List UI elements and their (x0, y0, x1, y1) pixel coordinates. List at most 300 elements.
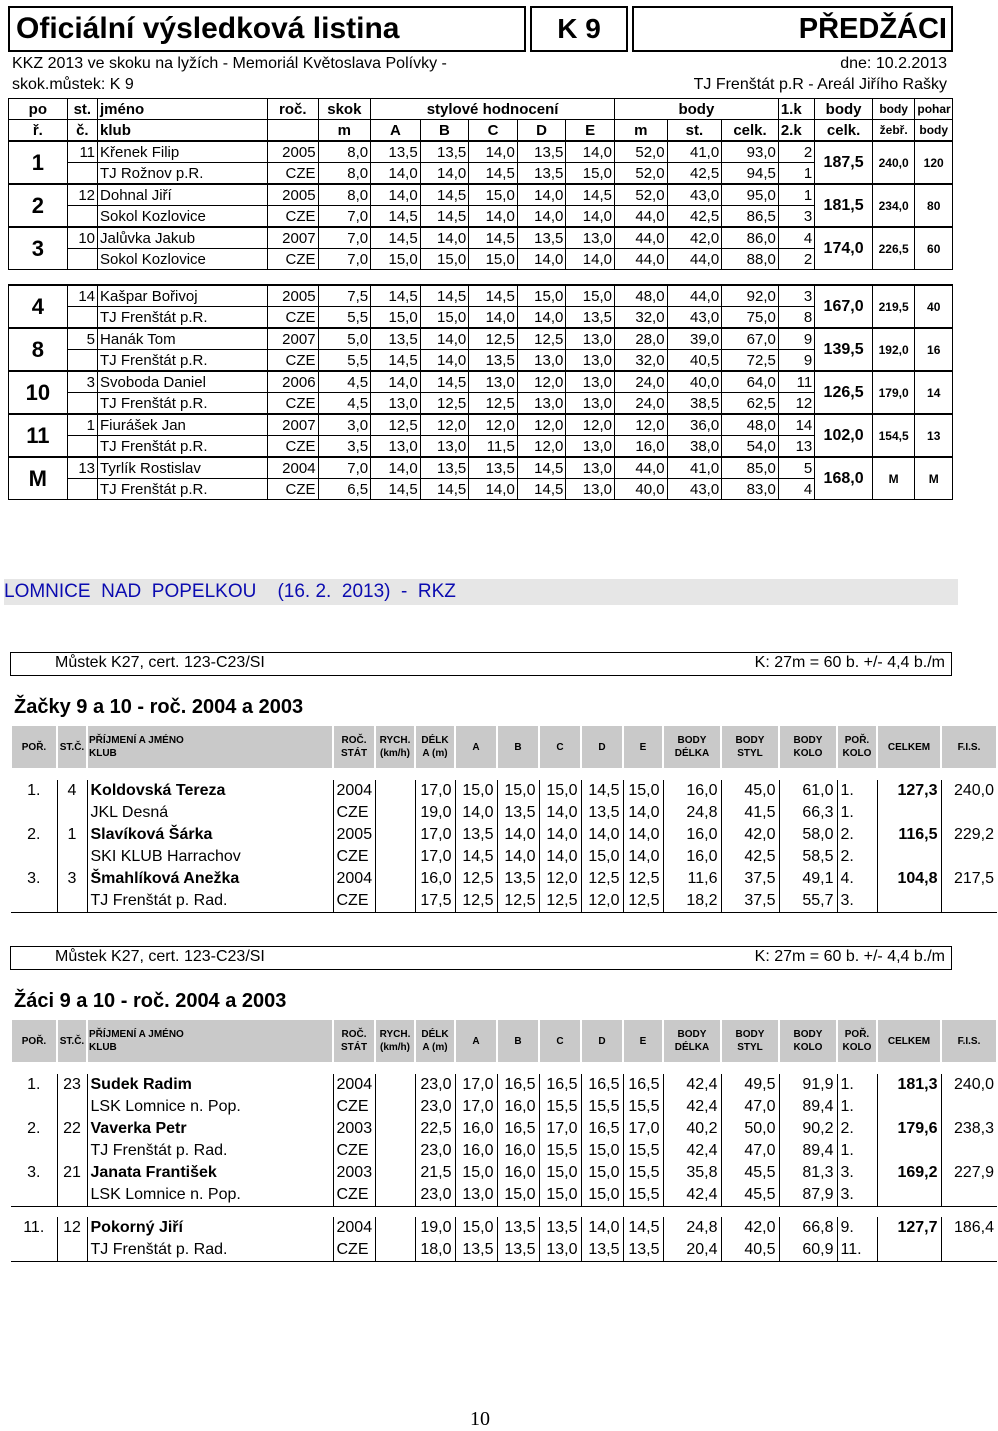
header-cell (581, 725, 623, 769)
fis-points: 240,0 (941, 1074, 997, 1096)
table-cell: 13,5 (539, 1217, 581, 1239)
table-cell: 15,5 (539, 1096, 581, 1118)
empty-cell (877, 802, 941, 824)
country: CZE (333, 890, 375, 913)
table-cell: 13,5 (581, 802, 623, 824)
table-cell: 48,0 (614, 285, 667, 307)
table-row (11, 1217, 997, 1239)
empty-cell (67, 206, 97, 228)
cup-points: 40 (915, 285, 953, 328)
table-row (9, 206, 953, 228)
position: 4 (9, 285, 68, 328)
empty-cell (375, 824, 415, 846)
round-rank: 4. (837, 868, 877, 890)
table-cell: 13,0 (566, 457, 615, 479)
empty-cell (877, 1239, 941, 1262)
empty-cell (375, 802, 415, 824)
table-cell: 23,0 (415, 1074, 455, 1096)
table-cell: 17,5 (415, 890, 455, 913)
empty-cell (375, 780, 415, 802)
club-name: TJ Rožnov p.R. (98, 163, 268, 185)
table-cell: 40,5 (667, 350, 722, 372)
table-cell: 49,1 (779, 868, 837, 890)
table-row (11, 1074, 997, 1096)
table-cell: 17,0 (415, 824, 455, 846)
header-cell: body (815, 99, 873, 120)
position: 3 (9, 227, 68, 270)
table-cell: 16,5 (623, 1074, 663, 1096)
header-label: BODY (793, 1029, 823, 1040)
empty-cell (941, 846, 997, 868)
empty-cell (57, 1096, 87, 1118)
empty-cell (67, 350, 97, 372)
table-cell: 55,7 (779, 890, 837, 913)
table-cell: 40,0 (667, 371, 722, 393)
table-cell: 42,0 (721, 1217, 779, 1239)
header-cell (837, 725, 877, 769)
club-name: LSK Lomnice n. Pop. (87, 1184, 333, 1207)
table-cell: 44,0 (614, 227, 667, 249)
table-cell: 45,5 (721, 1162, 779, 1184)
table-cell: 12,5 (623, 890, 663, 913)
table-cell: 81,3 (779, 1162, 837, 1184)
header-cell (87, 725, 333, 769)
table-cell: 14,0 (420, 227, 469, 249)
k-point: K: 27m = 60 b. +/- 4,4 b./m (754, 948, 945, 965)
header-cell: st. (667, 120, 722, 142)
club-name: TJ Frenštát p.R. (98, 393, 268, 415)
table-cell: 58,0 (779, 824, 837, 846)
table-cell: 13,5 (623, 1239, 663, 1262)
table-cell: 13,0 (566, 328, 615, 350)
hill-info (10, 946, 952, 970)
header-cell (497, 725, 539, 769)
start-number: 10 (67, 227, 97, 249)
table-row (9, 184, 953, 206)
event-name: KKZ 2013 ve skoku na lyžích - Memoriál Květoslava Polívky - (12, 55, 447, 72)
header-cell (333, 725, 375, 769)
fis-points: 240,0 (941, 780, 997, 802)
event-info (8, 52, 953, 98)
round-rank: 9. (837, 1217, 877, 1239)
table-cell: 14,0 (539, 846, 581, 868)
table-cell: 6,5 (318, 479, 371, 500)
empty-cell (877, 890, 941, 913)
table-cell: 14,5 (420, 184, 469, 206)
empty-cell (877, 1096, 941, 1118)
ranking-points: M (872, 457, 914, 500)
table-cell: 14,0 (497, 846, 539, 868)
table-row (9, 393, 953, 415)
table-cell: 47,0 (721, 1096, 779, 1118)
header-cell: skok (318, 99, 371, 120)
birth-year: 2006 (267, 371, 318, 393)
table-cell: 14,0 (581, 1217, 623, 1239)
table-cell: 22,5 (415, 1118, 455, 1140)
empty-cell (67, 249, 97, 270)
club-name: LSK Lomnice n. Pop. (87, 1096, 333, 1118)
header-cell (539, 725, 581, 769)
empty-cell (57, 890, 87, 913)
table-row (11, 846, 997, 868)
round-rank: 12 (778, 393, 814, 415)
header-label: A (m) (422, 1042, 448, 1053)
header-cell (333, 1019, 375, 1063)
table-cell: 75,0 (722, 307, 779, 329)
club-name: SKI KLUB Harrachov (87, 846, 333, 868)
table-cell: 12,0 (581, 890, 623, 913)
table-cell: 41,0 (667, 141, 722, 163)
table-cell: 44,0 (614, 249, 667, 270)
table-cell: 8,0 (318, 141, 371, 163)
header-cell (779, 1019, 837, 1063)
header-cell: roč. (267, 99, 318, 120)
header-cell: klub (98, 120, 268, 142)
section-title: LOMNICE NAD POPELKOU (16. 2. 2013) - RKZ (4, 579, 958, 605)
table-cell: 15,0 (581, 846, 623, 868)
round-rank: 2 (778, 141, 814, 163)
table-cell: 14,5 (420, 371, 469, 393)
table-cell: 45,0 (721, 780, 779, 802)
table-cell: 14,0 (566, 249, 615, 270)
empty-cell (941, 802, 997, 824)
round-rank: 2 (778, 249, 814, 270)
table-cell: 62,5 (722, 393, 779, 415)
empty-cell (57, 846, 87, 868)
table-cell: 12,5 (469, 328, 518, 350)
table-cell: 14,0 (539, 824, 581, 846)
table-cell: 44,0 (614, 206, 667, 228)
table-cell: 19,0 (415, 802, 455, 824)
header-label: KOLO (793, 748, 823, 759)
table-cell: 14,0 (539, 802, 581, 824)
table-cell: 14,5 (469, 227, 518, 249)
table-row (11, 1162, 997, 1184)
club-name: Sokol Kozlovice (98, 249, 268, 270)
start-number: 3 (67, 371, 97, 393)
table-cell: 95,0 (722, 184, 779, 206)
header-label: STÁT (340, 748, 368, 759)
birth-year: 2007 (267, 414, 318, 436)
table-cell: 86,5 (722, 206, 779, 228)
table-cell: 92,0 (722, 285, 779, 307)
venue: TJ Frenštát p.R - Areál Jiřího Rašky (693, 76, 947, 93)
table-cell: 14,5 (420, 285, 469, 307)
club-name: TJ Frenštát p.R. (98, 307, 268, 329)
table-cell: 15,5 (623, 1162, 663, 1184)
round-rank: 2. (837, 846, 877, 868)
empty-cell (375, 1140, 415, 1162)
header-cell (539, 1019, 581, 1063)
empty-cell (941, 1239, 997, 1262)
table-row (9, 479, 953, 500)
table-cell: 5,5 (318, 307, 371, 329)
table-cell: 15,0 (371, 307, 421, 329)
table-cell: 14,0 (517, 307, 566, 329)
table-cell: 15,0 (497, 780, 539, 802)
header-label: BODY (735, 1029, 765, 1040)
table-cell: 13,5 (420, 457, 469, 479)
rkz-boys (10, 946, 994, 1262)
table-row (9, 350, 953, 372)
table-cell: 43,0 (667, 307, 722, 329)
total-points: 139,5 (815, 328, 873, 371)
header-cell: 2.k (778, 120, 814, 142)
header-cell (623, 1019, 663, 1063)
empty-cell (375, 890, 415, 913)
table-cell: 12,5 (455, 868, 497, 890)
fis-points: 238,3 (941, 1118, 997, 1140)
table-cell: 93,0 (722, 141, 779, 163)
header-cell: B (420, 120, 469, 142)
start-number: 5 (67, 328, 97, 350)
table-cell: 15,0 (566, 285, 615, 307)
table-cell: 42,0 (721, 824, 779, 846)
results-table (8, 98, 953, 500)
table-cell: 13,5 (469, 457, 518, 479)
birth-year: 2005 (267, 184, 318, 206)
results-table (10, 724, 998, 913)
round-rank: 9 (778, 350, 814, 372)
header-label: KOLO (842, 748, 872, 759)
header-cell (415, 1019, 455, 1063)
table-cell: 88,0 (722, 249, 779, 270)
table-cell: 13,5 (497, 1239, 539, 1262)
header-cell: m (318, 120, 371, 142)
table-cell: 14,0 (371, 163, 421, 185)
table-cell: 13,5 (566, 307, 615, 329)
header-cell (57, 1019, 87, 1063)
table-cell: 14,0 (566, 206, 615, 228)
table-cell: 42,5 (667, 163, 722, 185)
table-row (9, 457, 953, 479)
total-points: 168,0 (815, 457, 873, 500)
position: 2. (27, 1120, 41, 1137)
table-cell: 13,0 (371, 393, 421, 415)
ranking-points: 179,0 (872, 371, 914, 414)
cup-points: 60 (915, 227, 953, 270)
table-cell: 15,0 (539, 1162, 581, 1184)
round-rank: 3 (778, 285, 814, 307)
birth-year: 2005 (267, 285, 318, 307)
table-cell: 14,0 (469, 307, 518, 329)
cup-points: M (915, 457, 953, 500)
header-label: (km/h) (380, 748, 410, 759)
header-label: RYCH. (379, 1029, 411, 1040)
total-points: 179,6 (877, 1118, 941, 1140)
table-row (11, 1140, 997, 1162)
total-points: 102,0 (815, 414, 873, 457)
ranking-points: 192,0 (872, 328, 914, 371)
header-cell (877, 1019, 941, 1063)
table-cell: 14,5 (371, 227, 421, 249)
table-cell: 14,0 (623, 846, 663, 868)
table-cell: 12,0 (539, 868, 581, 890)
table-cell: 42,0 (667, 227, 722, 249)
table-cell: 13,5 (497, 868, 539, 890)
header-label: BODY (735, 735, 765, 746)
header-cell (663, 1019, 721, 1063)
header-cell: žebř. (872, 120, 914, 142)
header-cell: po (9, 99, 68, 120)
empty-cell (941, 890, 997, 913)
table-cell: 16,5 (497, 1074, 539, 1096)
empty-cell (11, 1096, 57, 1118)
table-cell: 17,0 (623, 1118, 663, 1140)
header-cell (375, 725, 415, 769)
table-cell: 13,0 (539, 1239, 581, 1262)
header-cell (455, 1019, 497, 1063)
table-cell: 66,3 (779, 802, 837, 824)
empty-cell (11, 890, 57, 913)
total-points: 181,3 (877, 1074, 941, 1096)
round-rank: 3 (778, 206, 814, 228)
total-points: 167,0 (815, 285, 873, 328)
header-cell (11, 725, 57, 769)
table-cell: 23,0 (415, 1096, 455, 1118)
table-cell: 13,5 (371, 141, 421, 163)
header-label: POŘ. (844, 735, 870, 746)
header-cell (11, 1019, 57, 1063)
table-cell: 14,5 (623, 1217, 663, 1239)
official-results (8, 6, 953, 500)
cup-points: 16 (915, 328, 953, 371)
table-cell: 15,0 (566, 163, 615, 185)
empty-cell (941, 1184, 997, 1207)
table-cell: 42,5 (667, 206, 722, 228)
table-row (9, 141, 953, 163)
table-cell: 12,5 (539, 890, 581, 913)
table-row (11, 890, 997, 913)
start-number: 22 (57, 1118, 87, 1140)
table-cell: 42,4 (663, 1096, 721, 1118)
table-cell: 42,4 (663, 1074, 721, 1096)
club-name: TJ Frenštát p. Rad. (87, 890, 333, 913)
table-cell: 18,2 (663, 890, 721, 913)
start-number: 23 (57, 1074, 87, 1096)
table-cell: 16,0 (497, 1162, 539, 1184)
table-cell: 12,5 (420, 393, 469, 415)
header-cell: pohar (915, 99, 953, 120)
table-cell: 13,5 (517, 163, 566, 185)
country: CZE (267, 393, 318, 415)
header-cell: č. (67, 120, 97, 142)
table-cell: 4,5 (318, 371, 371, 393)
fis-points: 229,2 (941, 824, 997, 846)
round-rank: 13 (778, 436, 814, 458)
table-cell: 13,5 (497, 1217, 539, 1239)
header-cell: celk. (815, 120, 873, 142)
table-cell: 8,0 (318, 184, 371, 206)
empty-cell (57, 1184, 87, 1207)
table-cell: 13,5 (371, 328, 421, 350)
round-rank: 4 (778, 479, 814, 500)
table-cell: 35,8 (663, 1162, 721, 1184)
header-label: F.I.S. (957, 741, 981, 753)
table-cell: 54,0 (722, 436, 779, 458)
fis-points: 186,4 (941, 1217, 997, 1239)
results-title: Oficiální výsledková listina (8, 6, 526, 52)
table-row (11, 802, 997, 824)
header-label: CELKEM (887, 1035, 931, 1047)
header-cell: 1.k (778, 99, 814, 120)
header-cell (415, 725, 455, 769)
table-cell: 13,0 (420, 436, 469, 458)
athlete-name: Koldovská Tereza (87, 780, 333, 802)
header-cell (779, 725, 837, 769)
header-label: RYCH. (379, 735, 411, 746)
header-label: DÉLK (421, 1029, 449, 1040)
header-label: KOLO (793, 1042, 823, 1053)
table-cell: 91,9 (779, 1074, 837, 1096)
birth-year: 2004 (333, 1217, 375, 1239)
table-cell: 7,0 (318, 227, 371, 249)
table-cell: 12,5 (517, 328, 566, 350)
table-cell: 94,5 (722, 163, 779, 185)
round-rank: 2. (837, 824, 877, 846)
club-name: Sokol Kozlovice (98, 206, 268, 228)
empty-cell (375, 1096, 415, 1118)
header-cell (941, 1019, 997, 1063)
header-label: POŘ. (21, 741, 47, 753)
header-label: CELKEM (887, 741, 931, 753)
table-cell: 52,0 (614, 163, 667, 185)
table-cell: 7,0 (318, 249, 371, 270)
country: CZE (333, 1096, 375, 1118)
round-rank: 4 (778, 227, 814, 249)
table-cell: 41,0 (667, 457, 722, 479)
table-cell: 12,0 (517, 371, 566, 393)
table-cell: 72,5 (722, 350, 779, 372)
table-cell: 15,0 (517, 285, 566, 307)
table-cell: 14,0 (371, 457, 421, 479)
round-rank: 3. (837, 890, 877, 913)
table-cell: 14,0 (469, 141, 518, 163)
empty-cell (11, 1140, 57, 1162)
country: CZE (267, 206, 318, 228)
country: CZE (333, 1184, 375, 1207)
table-cell: 89,4 (779, 1096, 837, 1118)
empty-cell (11, 1184, 57, 1207)
header-cell: st. (67, 99, 97, 120)
table-cell: 7,0 (318, 457, 371, 479)
table-cell: 16,5 (581, 1118, 623, 1140)
table-cell: 28,0 (614, 328, 667, 350)
fis-points: 217,5 (941, 868, 997, 890)
empty-cell (375, 1118, 415, 1140)
table-cell: 13,5 (517, 227, 566, 249)
header-cell (721, 1019, 779, 1063)
table-cell: 15,0 (469, 184, 518, 206)
table-cell: 3,0 (318, 414, 371, 436)
empty-cell (67, 307, 97, 329)
ranking-points: 240,0 (872, 141, 914, 184)
total-points: 116,5 (877, 824, 941, 846)
table-cell: 14,0 (420, 328, 469, 350)
total-points: 127,7 (877, 1217, 941, 1239)
table-cell: 14,0 (497, 824, 539, 846)
hill-label: skok.můstek: K 9 (12, 76, 134, 93)
club-name: TJ Frenštát p. Rad. (87, 1239, 333, 1262)
table-cell: 13,5 (420, 141, 469, 163)
header-label: F.I.S. (957, 1035, 981, 1047)
table-row (11, 868, 997, 890)
table-cell: 13,5 (469, 350, 518, 372)
table-cell: 44,0 (667, 249, 722, 270)
table-row (9, 371, 953, 393)
table-cell: 61,0 (779, 780, 837, 802)
athlete-name: Jalůvka Jakub (98, 227, 268, 249)
